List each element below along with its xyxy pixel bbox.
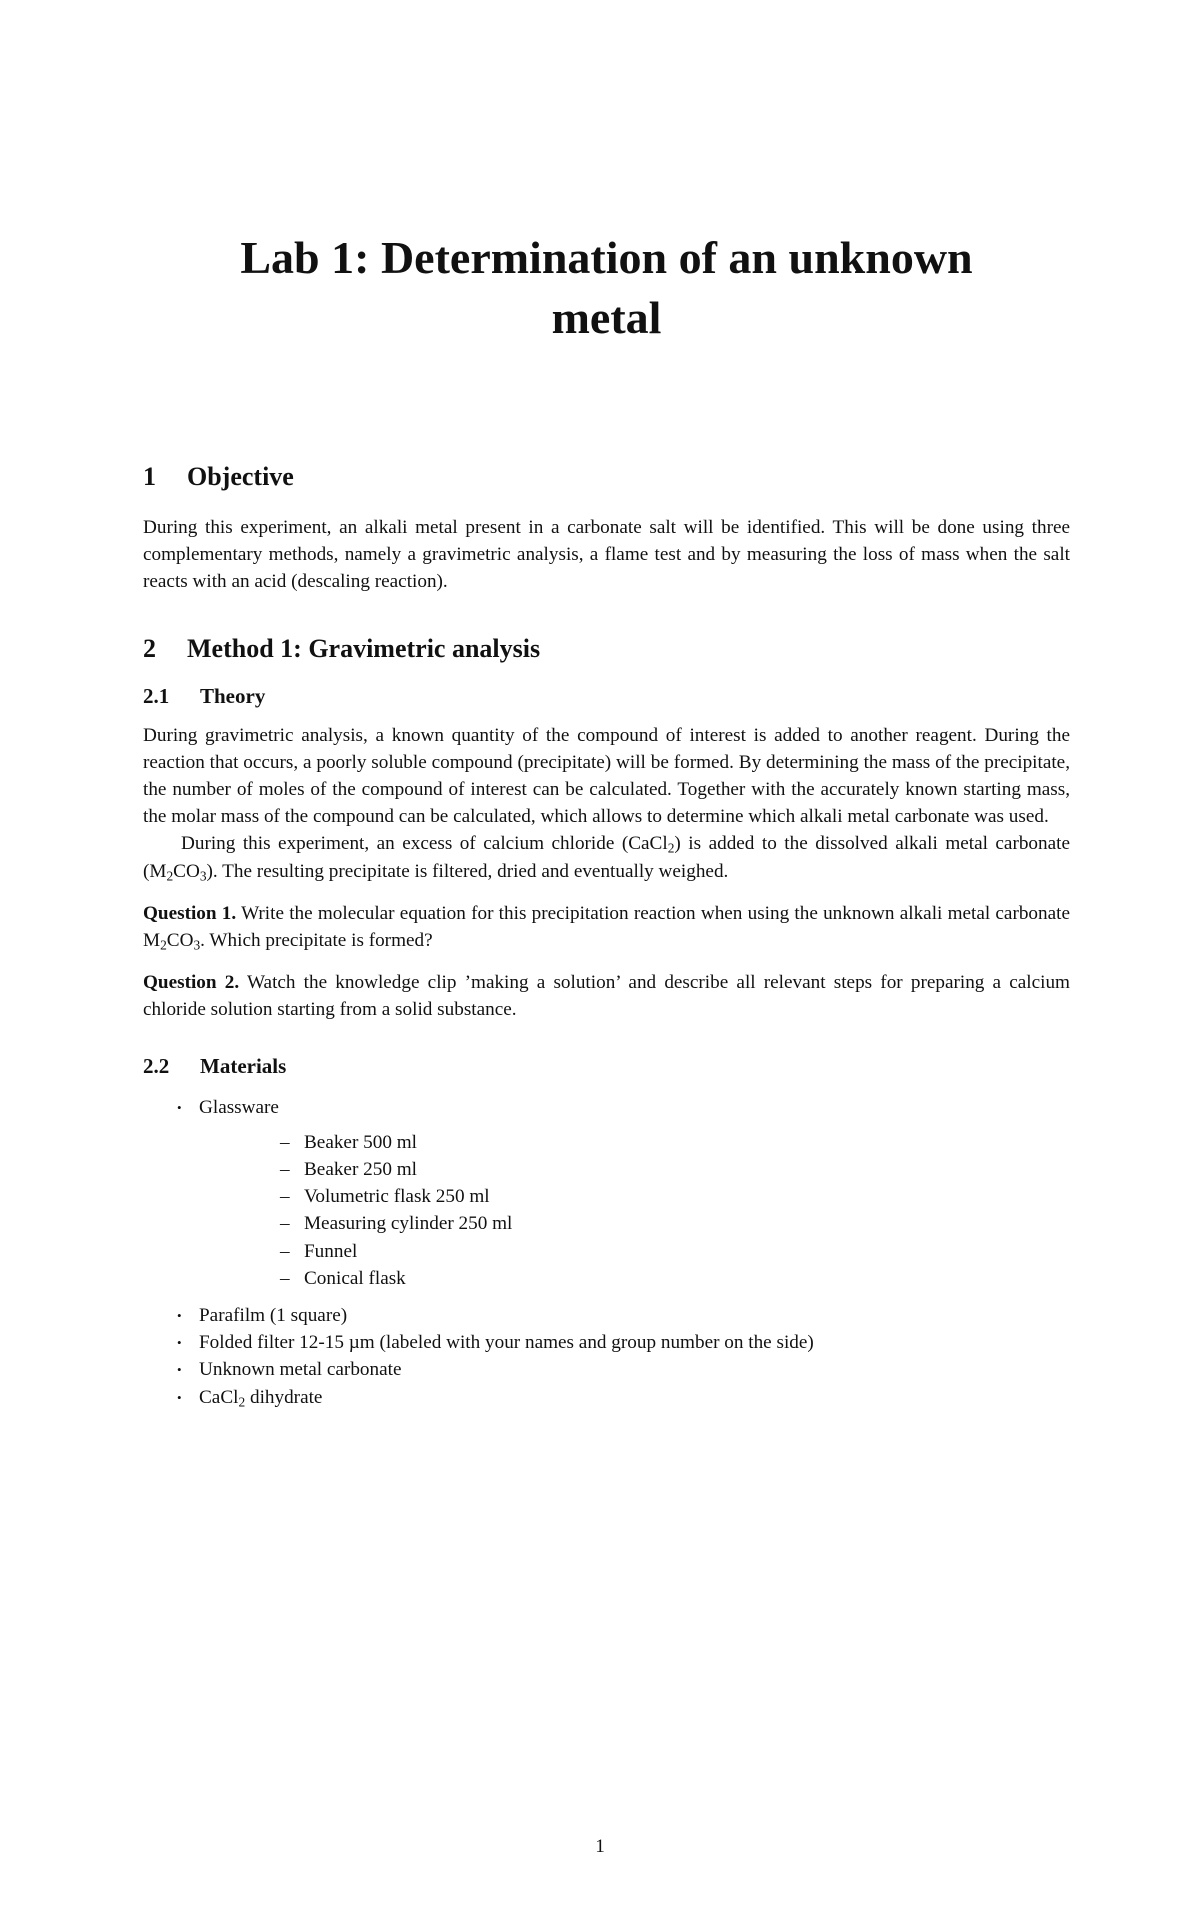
- section-2-1-heading: [143, 682, 1070, 710]
- theory-paragraph-2: [143, 830, 1070, 884]
- section-2-2-title: Materials: [200, 1053, 287, 1078]
- theory-p2-text-c: CO: [173, 860, 200, 882]
- theory-p2-text-b: ) is added to the dissolved alkali metal carbonate (M: [143, 833, 1070, 882]
- theory-p2-text-d: ). The resulting precipitate is filtered, dried and eventually weighed.: [206, 860, 729, 882]
- cacl2-sub: 2: [238, 1394, 246, 1410]
- question-1: [143, 900, 1070, 954]
- materials-list: [143, 1094, 1070, 1411]
- glassware-list: [199, 1129, 1070, 1292]
- section-2-number: 2: [143, 633, 156, 663]
- glassware-item: Conical flask: [304, 1267, 406, 1289]
- question-1-sub-2: 3: [193, 937, 201, 953]
- unknown-carbonate-label: Unknown metal carbonate: [199, 1359, 402, 1381]
- title-line-2: metal: [551, 292, 662, 343]
- theory-paragraph-1: During gravimetric analysis, a known quantity of the compound of interest is added to another reagent. During the reaction that occurs, a poorly soluble compound (precipitate) will be formed. By determining the mass of the precipitate, the number of moles of the compound of interest can be calculated. Together with the accurately known starting mass, the molar mass of the compound can be calculated, which allows to determine which alkali metal carbonate was used.: [143, 724, 1070, 828]
- dash-icon: –: [280, 1159, 290, 1181]
- bullet-icon: •: [177, 1362, 182, 1378]
- theory-p2-sub-3: 3: [199, 867, 207, 883]
- list-item: [199, 1129, 1070, 1156]
- section-2-1-number: 2.1: [143, 683, 170, 708]
- glassware-label: Glassware: [199, 1096, 279, 1118]
- filter-label: Folded filter 12-15 µm (labeled with your names and group number on the side): [199, 1332, 814, 1354]
- section-1-number: 1: [143, 462, 156, 491]
- list-item: [199, 1265, 1070, 1292]
- theory-p2-sub-1: 2: [667, 840, 675, 856]
- list-item: [199, 1183, 1070, 1210]
- list-item-parafilm: [143, 1302, 1070, 1329]
- cacl2-text-a: CaCl: [199, 1386, 239, 1408]
- dash-icon: –: [280, 1240, 290, 1262]
- question-2: [143, 969, 1070, 1023]
- section-2-title: Method 1: Gravimetric analysis: [187, 633, 541, 663]
- question-1-text-a: Write the molecular equation for this precipitation reaction when using the unknown alkali metal carbonate M: [143, 902, 1070, 952]
- section-2-1-title: Theory: [200, 683, 266, 708]
- dash-icon: –: [280, 1267, 290, 1289]
- glassware-item: Volumetric flask 250 ml: [304, 1186, 490, 1208]
- list-item-filter: [143, 1329, 1070, 1356]
- question-2-label: Question 2.: [143, 972, 240, 994]
- section-1-title: Objective: [187, 462, 294, 491]
- list-item: [199, 1238, 1070, 1265]
- question-1-text-b: CO: [166, 930, 194, 952]
- glassware-item: Funnel: [304, 1240, 358, 1262]
- theory-p2-text-a: During this experiment, an excess of calcium chloride (CaCl: [181, 833, 668, 855]
- section-1-heading: [143, 460, 1070, 494]
- glassware-item: Measuring cylinder 250 ml: [304, 1213, 513, 1235]
- glassware-item: Beaker 250 ml: [304, 1159, 417, 1181]
- page-number: 1: [595, 1836, 605, 1857]
- question-2-text: Watch the knowledge clip ’making a solution’ and describe all relevant steps for preparing a calcium chloride solution starting from a solid substance.: [143, 972, 1070, 1021]
- bullet-icon: •: [177, 1308, 182, 1324]
- dash-icon: –: [280, 1186, 290, 1208]
- section-2-2-heading: [143, 1052, 1070, 1080]
- bullet-icon: •: [177, 1335, 182, 1351]
- dash-icon: –: [280, 1131, 290, 1153]
- bullet-icon: •: [177, 1099, 182, 1115]
- section-2-heading: [143, 632, 1070, 666]
- list-item-cacl2: [143, 1384, 1070, 1411]
- glassware-item: Beaker 500 ml: [304, 1131, 417, 1153]
- document-page: [0, 228, 1200, 1924]
- cacl2-text-b: dihydrate: [245, 1386, 323, 1408]
- list-item-glassware: [143, 1094, 1070, 1292]
- theory-p2-sub-2: 2: [166, 867, 174, 883]
- title-line-1: Lab 1: Determination of an unknown: [240, 232, 973, 283]
- question-1-sub-1: 2: [160, 937, 167, 953]
- list-item-unknown-carbonate: [143, 1356, 1070, 1383]
- objective-paragraph: During this experiment, an alkali metal present in a carbonate salt will be identified. This will be done using three complementary methods, namely a gravimetric analysis, a flame test and by measuring the loss of mass when the salt reacts with an acid (descaling reaction).: [143, 517, 1070, 593]
- parafilm-label: Parafilm (1 square): [199, 1305, 348, 1327]
- bullet-icon: •: [177, 1389, 182, 1405]
- question-1-label: Question 1.: [143, 902, 237, 924]
- list-item: [199, 1156, 1070, 1183]
- list-item: [199, 1210, 1070, 1237]
- section-2-2-number: 2.2: [143, 1053, 170, 1078]
- document-title: [143, 228, 1070, 348]
- dash-icon: –: [280, 1213, 290, 1235]
- question-1-text-c: . Which precipitate is formed?: [200, 930, 433, 952]
